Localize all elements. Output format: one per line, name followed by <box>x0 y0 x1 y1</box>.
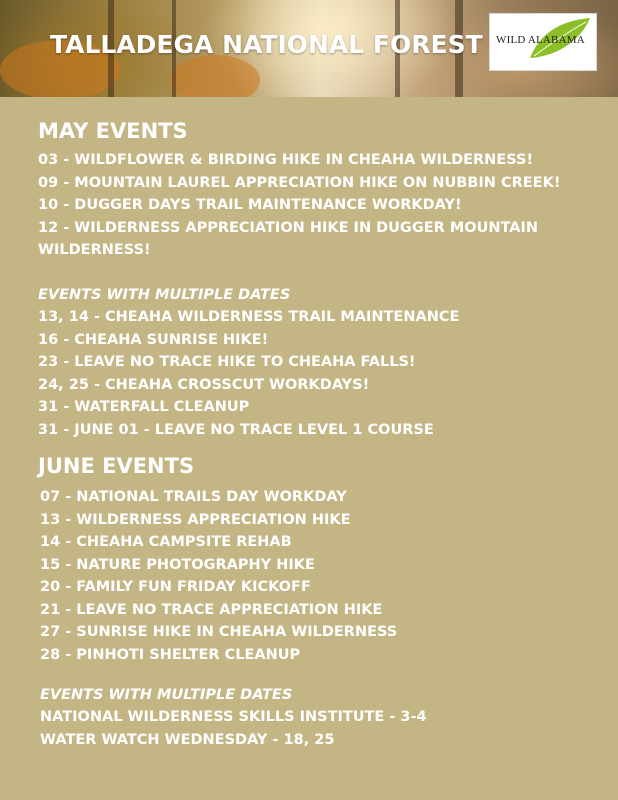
june-events-list <box>40 486 397 666</box>
list-item: 13 - WILDERNESS APPRECIATION HIKE <box>40 511 351 528</box>
list-item: 15 - NATURE PHOTOGRAPHY HIKE <box>40 556 315 573</box>
may-events-heading: MAY EVENTS <box>38 119 188 143</box>
june-multi-dates-list <box>40 706 427 751</box>
header-banner <box>0 0 618 97</box>
june-multi-dates-heading: EVENTS WITH MULTIPLE DATES <box>40 687 293 703</box>
list-item: 16 - CHEAHA SUNRISE HIKE! <box>38 331 269 348</box>
list-item: 07 - NATIONAL TRAILS DAY WORKDAY <box>40 489 347 505</box>
list-item: 14 - CHEAHA CAMPSITE REHAB <box>40 534 292 550</box>
list-item: 09 - MOUNTAIN LAUREL APPRECIATION HIKE ON NUBBIN CREEK! <box>38 174 561 191</box>
list-item: NATIONAL WILDERNESS SKILLS INSTITUTE - 3-4 <box>40 709 427 725</box>
foliage <box>170 55 260 97</box>
page-title: TALLADEGA NATIONAL FOREST <box>50 30 483 59</box>
list-item: 13, 14 - CHEAHA WILDERNESS TRAIL MAINTENANCE <box>38 309 460 325</box>
list-item: 10 - DUGGER DAYS TRAIL MAINTENANCE WORKDAY! <box>38 197 462 213</box>
list-item: 27 - SUNRISE HIKE IN CHEAHA WILDERNESS <box>40 624 398 640</box>
may-events-list <box>38 149 560 262</box>
may-multi-dates-heading: EVENTS WITH MULTIPLE DATES <box>38 287 291 303</box>
list-item: 31 - JUNE 01 - LEAVE NO TRACE LEVEL 1 COURSE <box>38 421 434 438</box>
list-item: 03 - WILDFLOWER & BIRDING HIKE IN CHEAHA WILDERNESS! <box>38 152 534 168</box>
list-item: 21 - LEAVE NO TRACE APPRECIATION HIKE <box>40 601 383 618</box>
list-item: WATER WATCH WEDNESDAY - 18, 25 <box>40 731 335 748</box>
may-multi-dates-list <box>38 306 459 441</box>
list-item: 28 - PINHOTI SHELTER CLEANUP <box>40 646 301 663</box>
list-item: 31 - WATERFALL CLEANUP <box>38 399 250 415</box>
list-item: 12 - WILDERNESS APPRECIATION HIKE IN DUGGER MOUNTAIN <box>38 219 539 236</box>
logo-text: WILD ALABAMA <box>496 34 585 46</box>
wild-alabama-logo <box>489 13 597 71</box>
list-item: 23 - LEAVE NO TRACE HIKE TO CHEAHA FALLS! <box>38 354 416 370</box>
june-events-heading: JUNE EVENTS <box>38 454 195 478</box>
list-item: 24, 25 - CHEAHA CROSSCUT WORKDAYS! <box>38 376 370 393</box>
list-item: WILDERNESS! <box>38 242 151 258</box>
list-item: 20 - FAMILY FUN FRIDAY KICKOFF <box>40 579 311 595</box>
